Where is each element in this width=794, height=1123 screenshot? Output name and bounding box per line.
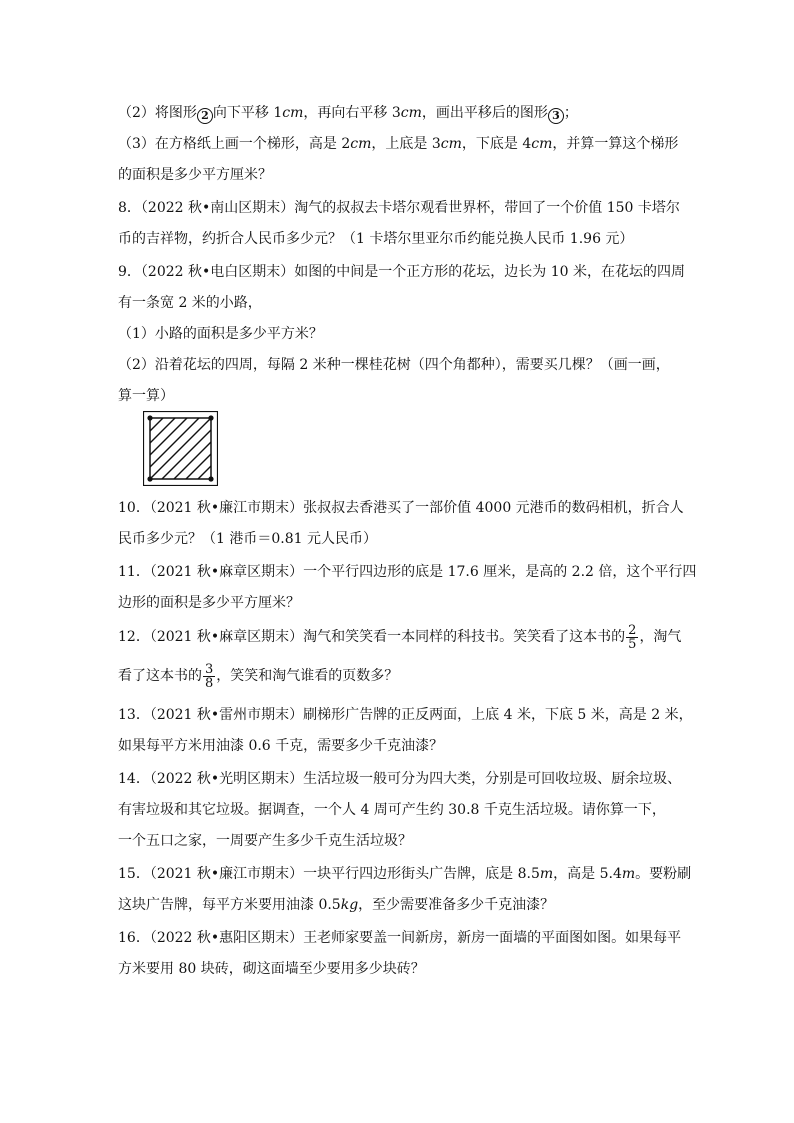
corner-tree-dot	[147, 415, 152, 420]
q15-text: 。要粉刷	[635, 866, 692, 882]
flowerbed-diagram	[143, 411, 218, 486]
unit-m: m	[621, 866, 636, 882]
fraction-two-fifths	[626, 624, 638, 651]
q7-part2-text: 向下平移 1	[212, 105, 283, 121]
flowerbed-hatching	[143, 411, 218, 486]
q15-line2	[118, 895, 554, 915]
q8-line1: 8．（2022 秋•南山区期末）淘气的叔叔去卡塔尔观看世界杯，带回了一个价值 150 卡塔尔	[118, 200, 680, 216]
q7-part2	[118, 103, 578, 124]
q12-line1	[118, 622, 681, 652]
q14-line1: 14．（2022 秋•光明区期末）生活垃圾一般可分为四大类，分别是可回收垃圾、厨余垃圾、	[118, 771, 682, 787]
q14-line2: 有害垃圾和其它垃圾。据调查，一个人 4 周可产生约 30.8 千克生活垃圾。请你算一下，	[118, 802, 666, 818]
corner-tree-dot	[208, 415, 213, 420]
q7-part3-text: ，上底是 3	[371, 136, 441, 152]
q16-line2: 方米要用 80 块砖，砌这面墙至少要用多少块砖？	[118, 961, 425, 977]
q11-line1: 11．（2021 秋•麻章区期末）一个平行四边形的底是 17.6 厘米，是高的 2.2 倍，这个平行四	[118, 564, 697, 580]
q15-line1	[118, 864, 691, 884]
q11-line2: 边形的面积是多少平方厘米？	[118, 595, 300, 611]
q10-line2: 民币多少元？（1 港币＝0.81 元人民币）	[118, 531, 377, 547]
circled-number-2: 2	[197, 108, 213, 124]
q8-line2: 币的吉祥物，约折合人民币多少元？（1 卡塔尔里亚尔币约能兑换人民币 1.96 元）	[118, 231, 634, 247]
fraction-denominator: 5	[628, 636, 637, 652]
q9-line5: 算一算）	[118, 388, 174, 404]
q9-line3: （1）小路的面积是多少平方米？	[118, 326, 323, 342]
q15-text: 这块广告牌，每平方米要用油漆 0.5	[118, 897, 341, 913]
q12-line2	[118, 661, 398, 691]
q12-text: ，笑笑和淘气谁看的页数多？	[216, 668, 399, 684]
unit-cm: cm	[282, 105, 304, 121]
q7-part3-text: ，并算一算这个梯形	[552, 136, 679, 152]
q7-part3-line2: 的面积是多少平方厘米？	[118, 167, 272, 183]
q15-text: ，高是 5.4	[553, 866, 622, 882]
q12-text: ，淘气	[639, 629, 682, 645]
q13-line1: 13．（2021 秋•雷州市期末）刷梯形广告牌的正反两面，上底 4 米，下底 5 米，高是 2 米，	[118, 707, 693, 723]
q9-line4: （2）沿着花坛的四周，每隔 2 米种一棵桂花树（四个角都种），需要买几棵？（画一画，	[118, 357, 670, 373]
q7-part2-text: （2）将图形	[118, 105, 197, 121]
q7-part2-text: ，画出平移后的图形	[421, 105, 548, 121]
circled-number-3: 3	[548, 108, 564, 124]
q10-line1: 10．（2021 秋•廉江市期末）张叔叔去香港买了一部价值 4000 元港币的数码相机，折合人	[118, 500, 684, 516]
q15-text: ，至少需要准备多少千克油漆？	[358, 897, 555, 913]
fraction-three-eighths	[203, 663, 215, 690]
q14-line3: 一个五口之家，一周要产生多少千克生活垃圾？	[118, 833, 412, 849]
fraction-denominator: 8	[205, 675, 214, 691]
fraction-numerator: 3	[205, 661, 214, 677]
unit-cm: cm	[400, 105, 422, 121]
unit-m: m	[539, 866, 554, 882]
corner-tree-dot	[147, 476, 152, 481]
q9-line2: 有一条宽 2 米的小路，	[118, 295, 262, 311]
q12-text: 12．（2021 秋•麻章区期末）淘气和笑笑看一本同样的科技书。笑笑看了这本书的	[118, 629, 626, 645]
q15-text: 15．（2021 秋•廉江市期末）一块平行四边形街头广告牌，底是 8.5	[118, 866, 540, 882]
q7-part3	[118, 134, 678, 154]
q13-line2: 如果每平方米用油漆 0.6 千克，需要多少千克油漆？	[118, 738, 444, 754]
unit-cm: cm	[440, 136, 462, 152]
q7-part3-text: ，下底是 4	[461, 136, 532, 152]
q7-part2-text: ；	[563, 105, 578, 121]
unit-cm: cm	[531, 136, 553, 152]
q7-part2-text: ，再向右平移 3	[303, 105, 401, 121]
q9-line1: 9．（2022 秋•电白区期末）如图的中间是一个正方形的花坛，边长为 10 米，在花坛的四周	[118, 264, 685, 280]
q16-line1: 16．（2022 秋•惠阳区期末）王老师家要盖一间新房，新房一面墙的平面图如图。如果每平	[118, 930, 682, 946]
corner-tree-dot	[208, 476, 213, 481]
unit-kg: kg	[340, 897, 359, 913]
fraction-numerator: 2	[628, 622, 637, 638]
q12-text: 看了这本书的	[118, 668, 202, 684]
q7-part3-text: （3）在方格纸上画一个梯形，高是 2	[118, 136, 351, 152]
unit-cm: cm	[350, 136, 372, 152]
